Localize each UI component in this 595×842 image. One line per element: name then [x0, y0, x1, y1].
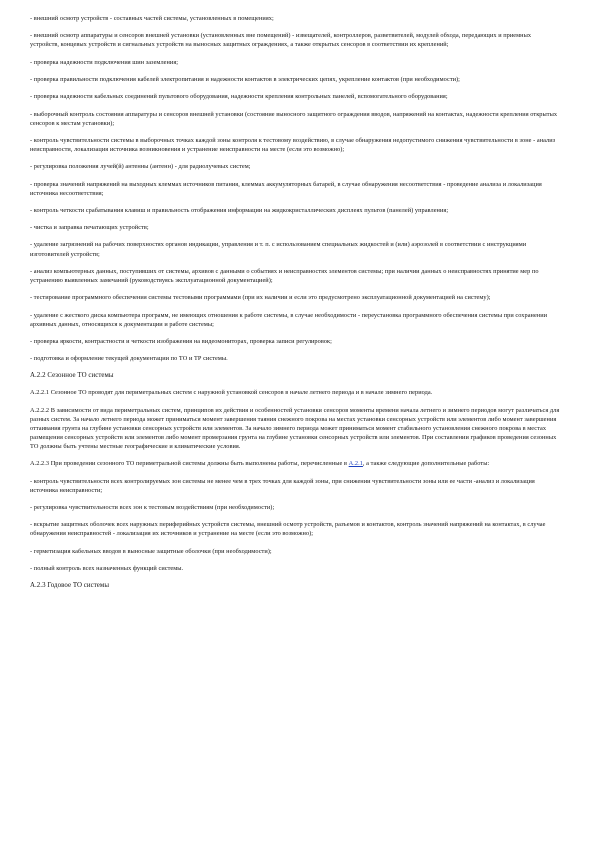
- list-item: - контроль чувствительности всех контролируемых зон системы не менее чем в трех точках для каждой зоны, при снижении чувствительности зоны или ее части -анализ и локализация источника неисправности;: [30, 477, 535, 494]
- section-link[interactable]: А.2.1: [348, 460, 363, 468]
- list-item: - проверка надежности подключения шин заземления;: [30, 58, 179, 66]
- paragraph: А.2.2.1 Сезонное ТО проводят для периметральных систем с наружной установкой сенсоров в начале летнего периода и в начале зимнего периода.: [30, 389, 433, 397]
- list-item: - проверка правильности подключения кабелей электропитания и надежности контактов в электрических цепях, укрепление контактов (при необходимости);: [30, 75, 460, 83]
- list-item: - проверка яркости, контрастности и четкости изображения на видеомониторах, проверка записи регулировок;: [30, 337, 332, 345]
- paragraph-text: А.2.2.3 При проведении сезонного ТО периметральной системы должны быть выполнены работы, перечисленные в: [30, 460, 349, 468]
- list-item: - герметизация кабельных вводов в выносные защитные оболочки (при необходимости);: [30, 547, 272, 555]
- document-page: [30, 14, 561, 598]
- paragraph-with-link: [30, 459, 561, 468]
- list-item: - подготовка и оформление текущей документации по ТО и ТР системы.: [30, 355, 228, 363]
- list-item: - регулировка чувствительности всех зон к тестовым воздействиям (при необходимости);: [30, 503, 275, 511]
- list-item: - внешний осмотр аппаратуры и сенсоров внешней установки (установленных вне помещений) - извещателей, контроллеров, разветвителей, модулей обхода, передающих и приемных устройств, концевых устройств и сигнальных устройств на выносных защитных ограждениях, а также открытых сенсоров в соответствии их креплений;: [30, 32, 532, 49]
- list-item: - выборочный контроль состояния аппаратуры и сенсоров внешней установки (состояние выносного защитного ограждения вводов, напряжений на контактах, надежности крепления открытых сенсоров к местам установки);: [30, 110, 558, 127]
- list-item: - проверка значений напряжений на выходных клеммах источников питания, клеммах аккумуляторных батарей, в случае обнаружения несоответствия - проведение анализа и локализация источника несоответствия;: [30, 180, 542, 197]
- list-item: - контроль четкости срабатывания клавиш и правильность отображения информации на жидкокристаллических дисплеях пультов (панелей) управления;: [30, 206, 449, 214]
- list-item: - удаление загрязнений на рабочих поверхностях органов индикации, управления и т. п. с использованием специальных жидкостей и (или) аэрозолей в соответствии с инструкциями изготовителей устройств;: [30, 241, 527, 258]
- section-heading: А.2.2 Сезонное ТО системы: [30, 372, 114, 380]
- list-item: - удаление с жесткого диска компьютера программ, не имеющих отношения к работе системы, в случае необходимости - переустановка программного обеспечения системы при сохранении архивных данных, относящихся к документации и работе системы;: [30, 311, 548, 328]
- list-item: - анализ компьютерных данных, поступивших от системы, архивов с данными о событиях и неисправностях элементов системы; при наличии данных о неисправностях принятие мер по устранению выявленных замечаний (руководствуясь эксплуатационной документацией);: [30, 267, 539, 284]
- paragraph-text: , а также следующие дополнительные работы:: [362, 460, 490, 468]
- list-item: - чистка и заправка печатающих устройств;: [30, 224, 149, 232]
- list-item: - проверка надежности кабельных соединений пультового оборудования, надежности крепления контрольных панелей, вспомогательного оборудования;: [30, 93, 448, 101]
- paragraph: А.2.2.2 В зависимости от вида периметральных систем, принципов их действия и особенностей установки сенсоров моменты времени начала летнего и зимнего периодов могут различаться для разных систем. За начало летнего периода может приниматься момент завершения таяния снежного покрова на местах установки сенсорных устройств или элементов либо момент завершения оттаивания грунта на глубине установки сенсорных устройств или элементов. За начало зимнего периода может приниматься момент стабильного установления снежного покрова в местах размещения сенсорных устройств или элементов либо момент промерзания грунта на глубине установки сенсорных устройств или элементов. При составлении графиков проведения сезонных ТО должны быть учтены местные географические и климатические условия.: [30, 406, 560, 450]
- list-item: - регулировка положения лучей(й) антенны (антенн) - для радиолучевых систем;: [30, 163, 251, 171]
- list-item: - вскрытие защитных оболочек всех наружных периферийных устройств системы, внешний осмотр устройств, разъемов и контактов, контроль значений напряжений на контактах, в случае обнаружения неисправностей - локализация их источников и устранение на месте (если это возможно);: [30, 521, 546, 538]
- list-item: - полный контроль всех назначенных функций системы.: [30, 564, 184, 572]
- list-item: - контроль чувствительности системы в выборочных точках каждой зоны контроля к тестовому воздействию, в случае обнаружения недопустимого снижения чувствительности в зоне - анализ неисправности, локализация источника возникновения и устранение неисправности на месте (если это возможно);: [30, 136, 556, 153]
- list-item: - тестирование программного обеспечения системы тестовыми программами (при их наличии и если это предусмотрено эксплуатационной документацией на систему);: [30, 294, 491, 302]
- section-heading: А.2.3 Годовое ТО системы: [30, 582, 110, 590]
- list-item: - внешний осмотр устройств - составных частей системы, установленных в помещениях;: [30, 15, 274, 22]
